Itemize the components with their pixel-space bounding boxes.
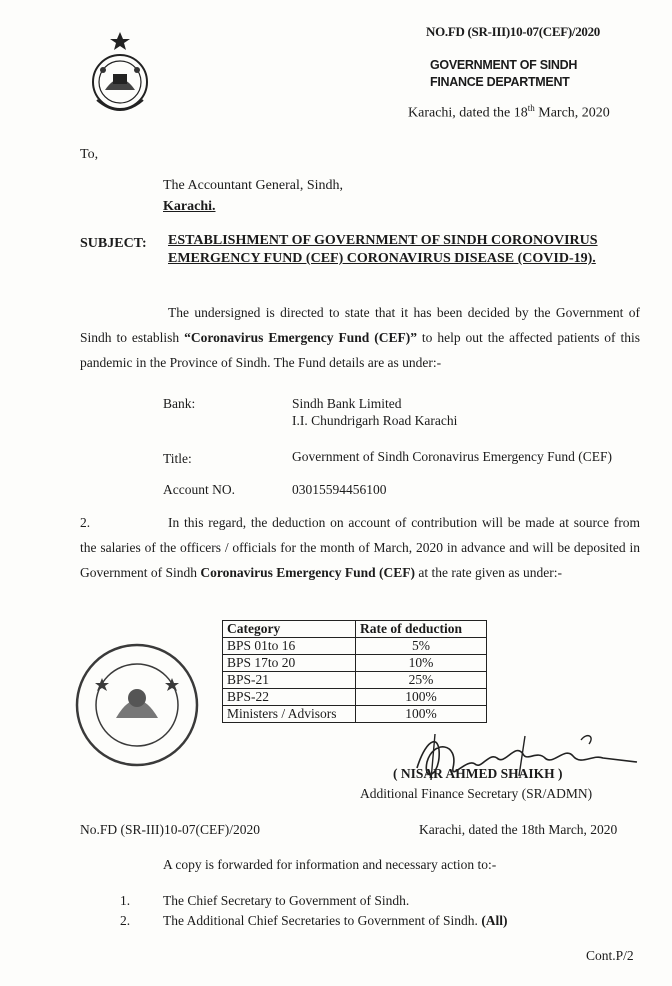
table-row — [223, 638, 487, 655]
para1-text-b: to help out the affected patients of this pandemic in the Province of Sindh. The Fund details are as under:- — [80, 330, 640, 370]
subject-line-2: EMERGENCY FUND (CEF) CORONAVIRUS DISEASE (COVID-19). — [168, 251, 596, 266]
category-cell: BPS 01to 16 — [223, 638, 356, 655]
subject-text — [168, 232, 598, 268]
rate-cell: 100% — [356, 706, 487, 723]
para2-text-a: In this regard, the deduction on account of contribution will be made at source from the salaries of the officers / officials for the month of March, 2020 in advance and will be deposited in Government of Sindh — [80, 515, 640, 580]
subject-line-1: ESTABLISHMENT OF GOVERNMENT OF SINDH CORONOVIRUS — [168, 233, 598, 248]
para1-fund-name: “Coronavirus Emergency Fund (CEF)” — [184, 330, 417, 345]
date-ordinal: th — [527, 103, 535, 113]
table-row — [223, 689, 487, 706]
signatory-name: ( NISAR AHMED SHAIKH ) — [393, 766, 563, 781]
distribution-item-text: The Chief Secretary to Government of Sindh. — [163, 893, 410, 908]
distribution-number: 1. — [120, 893, 131, 908]
category-header: Category — [223, 621, 356, 638]
issuing-authority — [430, 57, 577, 91]
distribution-item — [163, 893, 409, 909]
paragraph-2 — [80, 510, 640, 585]
bank-address: I.I. Chundrigarh Road Karachi — [292, 413, 458, 428]
rate-cell: 5% — [356, 638, 487, 655]
table-row — [223, 655, 487, 672]
government-name: GOVERNMENT OF SINDH — [430, 58, 578, 72]
sindh-government-emblem — [83, 30, 157, 121]
category-cell: BPS-22 — [223, 689, 356, 706]
table-row — [223, 672, 487, 689]
rate-cell: 10% — [356, 655, 487, 672]
title-label: Title: — [163, 451, 192, 466]
date-suffix: March, 2020 — [534, 105, 610, 121]
date-prefix: Karachi, dated the 18 — [408, 105, 528, 121]
para1-text-a: The undersigned is directed to state that it has been decided by the Government of Sindh to establish — [80, 305, 640, 345]
copy-reference-number: No.FD (SR-III)10-07(CEF)/2020 — [80, 822, 260, 837]
rate-cell: 25% — [356, 672, 487, 689]
fund-title: Government of Sindh Coronavirus Emergency Fund (CEF) — [292, 449, 612, 464]
table-row — [223, 706, 487, 723]
para2-text-b: at the rate given as under:- — [415, 565, 562, 580]
paragraph-1 — [80, 300, 640, 375]
salutation-to: To, — [80, 147, 99, 162]
copy-forward-note: A copy is forwarded for information and necessary action to:- — [163, 857, 497, 872]
department-name: FINANCE DEPARTMENT — [430, 75, 570, 89]
bank-name: Sindh Bank Limited — [292, 396, 402, 411]
finance-department-seal — [72, 640, 202, 775]
bank-label: Bank: — [163, 396, 196, 411]
addressee-line-1: The Accountant General, Sindh, — [163, 178, 344, 193]
continued-page-marker: Cont.P/2 — [586, 948, 634, 963]
para2-number: 2. — [80, 515, 91, 530]
account-number: 03015594456100 — [292, 482, 387, 497]
letter-date — [408, 103, 610, 122]
subject-label: SUBJECT: — [80, 236, 147, 251]
account-label: Account NO. — [163, 482, 235, 497]
copy-date: Karachi, dated the 18th March, 2020 — [419, 822, 618, 837]
rate-cell: 100% — [356, 689, 487, 706]
para2-fund-name: Coronavirus Emergency Fund (CEF) — [200, 565, 415, 580]
letter-reference-number: NO.FD (SR-III)10-07(CEF)/2020 — [426, 24, 601, 39]
distribution-number: 2. — [120, 913, 131, 928]
deduction-table-header — [223, 621, 487, 638]
handwritten-signature — [405, 728, 640, 793]
category-cell: BPS-21 — [223, 672, 356, 689]
distribution-item-bold: (All) — [481, 913, 508, 928]
distribution-item-text: The Additional Chief Secretaries to Government of Sindh. — [163, 913, 482, 928]
distribution-item — [163, 913, 508, 929]
deduction-table — [222, 620, 487, 723]
category-cell: BPS 17to 20 — [223, 655, 356, 672]
signatory-title: Additional Finance Secretary (SR/ADMN) — [360, 786, 593, 801]
category-cell: Ministers / Advisors — [223, 706, 356, 723]
addressee-line-2: Karachi. — [163, 199, 216, 214]
rate-header: Rate of deduction — [356, 621, 487, 638]
